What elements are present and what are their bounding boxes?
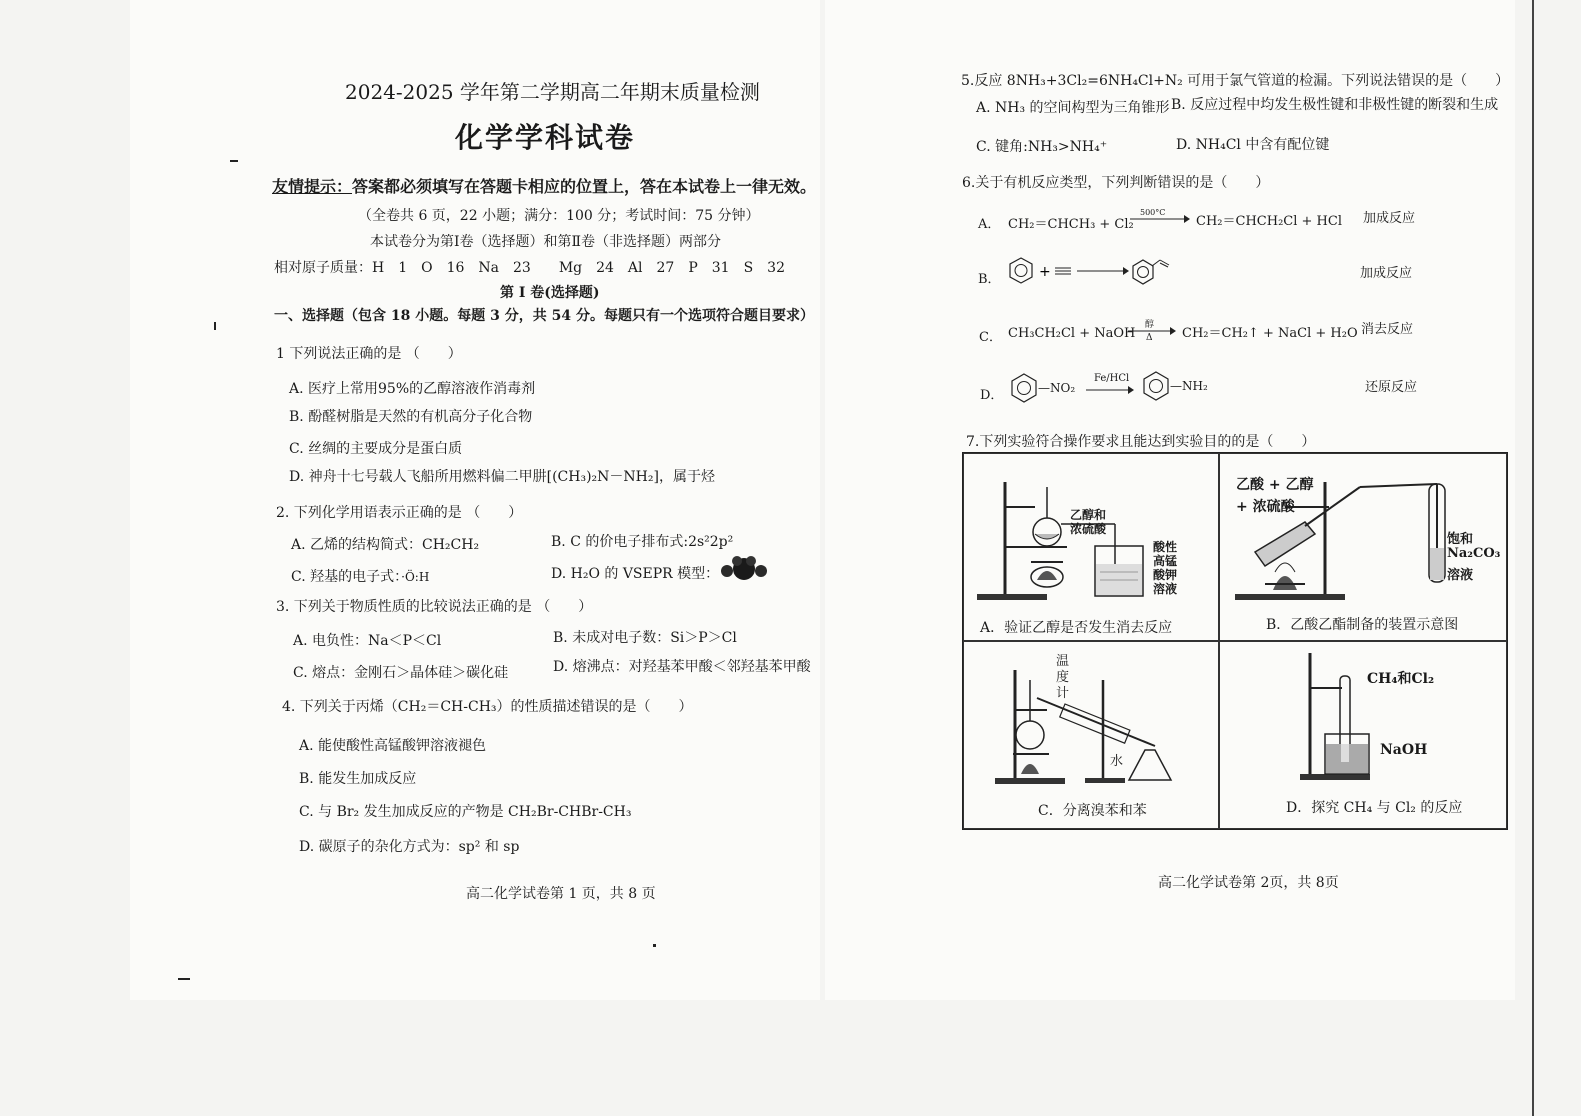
section-title: 第 I 卷(选择题): [500, 285, 600, 301]
question-4-option-c: C. 与 Br₂ 发生加成反应的产物是 CH₂Br-CHBr-CH₃: [299, 804, 632, 820]
vinyl-group-icon: [1152, 256, 1172, 272]
label-potassium: 酸钾: [1153, 568, 1178, 582]
question-3-option-c: C. 熔点：金刚石＞晶体硅＞碳化硅: [293, 665, 509, 681]
amino-group: —NH₂: [1170, 379, 1208, 393]
question-6-option-d-type: 还原反应: [1365, 380, 1418, 395]
question-6-option-b-type: 加成反应: [1360, 266, 1413, 281]
question-4-option-d: D. 碳原子的杂化方式为：sp² 和 sp: [299, 839, 520, 855]
scan-mark: [178, 978, 190, 980]
question-5-stem: 5.反应 8NH₃+3Cl₂=6NH₄Cl+N₂ 可用于氯气管道的检漏。下列说法错误的是（ ）: [961, 73, 1510, 89]
exam-title-line1: 2024-2025 学年第二学期高二年期末质量检测: [345, 80, 760, 104]
question-6-option-c-condition-bottom: Δ: [1146, 333, 1153, 343]
question-6-option-a-condition: 500°C: [1140, 208, 1166, 217]
label-conc-sulfuric-acid: 浓硫酸: [1070, 522, 1107, 536]
scan-mark: [214, 322, 216, 330]
question-6-stem: 6.关于有机反应类型，下列判断错误的是（ ）: [962, 175, 1270, 191]
friendly-tip: [272, 174, 816, 197]
nitro-group: —NO₂: [1038, 381, 1076, 395]
atomic-mass: 相对原子质量：H 1 O 16 Na 23 Mg 24 Al 27 P 31 S 32: [274, 260, 785, 276]
label-water: 水: [1110, 754, 1124, 769]
scan-mark: [653, 944, 656, 947]
nitrobenzene-ring-icon: [1008, 371, 1040, 405]
question-3-stem: 3. 下列关于物质性质的比较说法正确的是 （ ）: [276, 599, 593, 615]
question-4-stem: 4. 下列关于丙烯（CH₂＝CH-CH₃）的性质描述错误的是（ ）: [282, 699, 693, 715]
question-3-option-b: B. 未成对电子数：Si＞P＞Cl: [553, 630, 737, 646]
experiment-b-caption: B．乙酸乙酯制备的装置示意图: [1266, 617, 1459, 633]
question-3-option-a: A. 电负性：Na＜P＜Cl: [293, 633, 442, 649]
question-1-stem: 1 下列说法正确的是 （ ）: [276, 346, 462, 362]
question-1-option-d: D. 神舟十七号载人飞船所用燃料偏二甲肼[(CH₃)₂N－NH₂]，属于烃: [289, 469, 715, 485]
scan-mark: [230, 160, 238, 162]
question-2-option-a: A. 乙烯的结构简式：CH₂CH₂: [291, 537, 480, 553]
vsepr-model-icon: [715, 555, 775, 585]
question-6-option-c-label: C．: [979, 330, 1002, 345]
label-solution: 溶液: [1153, 582, 1178, 596]
hydroxyl-electron-formula: ·Ö:H: [401, 570, 430, 584]
label-naoh: NaOH: [1380, 742, 1428, 758]
distillation-apparatus-icon: [975, 650, 1205, 790]
question-4-option-b: B. 能发生加成反应: [299, 771, 417, 787]
question-6-option-c-condition-top: 醇: [1145, 320, 1155, 330]
label-na2co3: Na₂CO₃: [1447, 546, 1501, 561]
question-2-option-c-text: C. 羟基的电子式：: [291, 569, 402, 585]
question-6-option-d-condition: Fe/HCl: [1094, 373, 1130, 384]
question-3-option-d: D. 熔沸点：对羟基苯甲酸＜邻羟基苯甲酸: [553, 659, 811, 675]
label-temp-3: 计: [1056, 686, 1070, 701]
exam-structure: 本试卷分为第Ⅰ卷（选择题）和第Ⅱ卷（非选择题）两部分: [370, 234, 722, 250]
aniline-ring-icon: [1140, 369, 1172, 403]
label-acidic: 酸性: [1153, 540, 1178, 554]
question-6-option-d-label: D．: [980, 388, 1004, 403]
reaction-arrow-icon: [1128, 326, 1176, 336]
question-6-option-a-label: A．: [978, 217, 1001, 232]
svg-text:+: +: [1039, 264, 1051, 280]
reaction-arrow-icon: [1130, 214, 1190, 224]
label-plus-conc-sulfuric: + 浓硫酸: [1236, 499, 1295, 515]
question-2-stem: 2. 下列化学用语表示正确的是 （ ）: [276, 505, 523, 521]
page-footer-left: 高二化学试卷第 1 页，共 8 页: [466, 886, 656, 902]
question-6-option-a-type: 加成反应: [1363, 211, 1416, 226]
section-description: 一、选择题（包含 18 小题。每题 3 分，共 54 分。每题只有一个选项符合题目要求）: [274, 308, 814, 324]
exam-title: 化学学科试卷: [455, 121, 636, 154]
exam-info: （全卷共 6 页，22 小题；满分：100 分；考试时间：75 分钟）: [358, 208, 760, 224]
tip-label: 友情提示：: [272, 177, 353, 196]
question-5-option-d: D. NH₄Cl 中含有配位键: [1176, 137, 1330, 153]
label-temp-1: 温: [1056, 654, 1070, 669]
question-6-option-a-reactants: CH₂＝CHCH₃ + Cl₂: [1008, 217, 1134, 232]
question-5-option-a: A. NH₃ 的空间构型为三角锥形: [976, 100, 1170, 116]
question-6-option-c-reactants: CH₃CH₂Cl + NaOH: [1008, 326, 1136, 341]
question-1-option-c: C. 丝绸的主要成分是蛋白质: [289, 441, 463, 457]
question-6-option-b-label: B．: [978, 272, 1001, 287]
question-6-option-c-type: 消去反应: [1361, 322, 1414, 337]
question-6-option-c-products: CH₂＝CH₂↑ + NaCl + H₂O: [1182, 326, 1358, 341]
experiment-d-caption: D．探究 CH₄ 与 Cl₂ 的反应: [1286, 800, 1463, 816]
question-2-option-d: D. H₂O 的 VSEPR 模型：: [551, 566, 720, 582]
scan-edge: [1532, 0, 1534, 1116]
question-2-option-c: [291, 566, 429, 586]
tip-text: 答案都必须填写在答题卡相应的位置上，答在本试卷上一律无效。: [352, 177, 817, 196]
label-acetic-acid-ethanol: 乙酸 + 乙醇: [1236, 477, 1314, 493]
label-high-manganese: 高锰: [1153, 554, 1178, 568]
question-6-option-a-products: CH₂＝CHCH₂Cl + HCl: [1196, 214, 1342, 229]
benzene-acetylene-reaction-icon: [1005, 252, 1155, 292]
question-2-option-b: B. C 的价电子排布式:2s²2p²: [551, 534, 734, 550]
label-ethanol-and: 乙醇和: [1070, 508, 1107, 522]
label-ch4-cl2: CH₄和Cl₂: [1367, 671, 1435, 687]
label-solution-b: 溶液: [1447, 568, 1474, 583]
question-1-option-b: B. 酚醛树脂是天然的有机高分子化合物: [289, 409, 533, 425]
experiment-a-caption: A．验证乙醇是否发生消去反应: [980, 620, 1173, 636]
question-1-option-a: A. 医疗上常用95%的乙醇溶液作消毒剂: [289, 381, 536, 397]
label-temp-2: 度: [1056, 670, 1070, 685]
label-saturated: 饱和: [1447, 532, 1474, 547]
experiment-c-caption: C．分离溴苯和苯: [1038, 803, 1147, 819]
question-7-stem: 7.下列实验符合操作要求且能达到实验目的的是（ ）: [966, 434, 1316, 450]
question-4-option-a: A. 能使酸性高锰酸钾溶液褪色: [299, 738, 487, 754]
page-footer-right: 高二化学试卷第 2页，共 8页: [1158, 875, 1339, 891]
question-5-option-c: C. 键角:NH₃>NH₄⁺: [976, 139, 1108, 155]
question-5-option-b: B. 反应过程中均发生极性键和非极性键的断裂和生成: [1171, 97, 1499, 113]
reaction-arrow-icon: [1086, 385, 1134, 395]
